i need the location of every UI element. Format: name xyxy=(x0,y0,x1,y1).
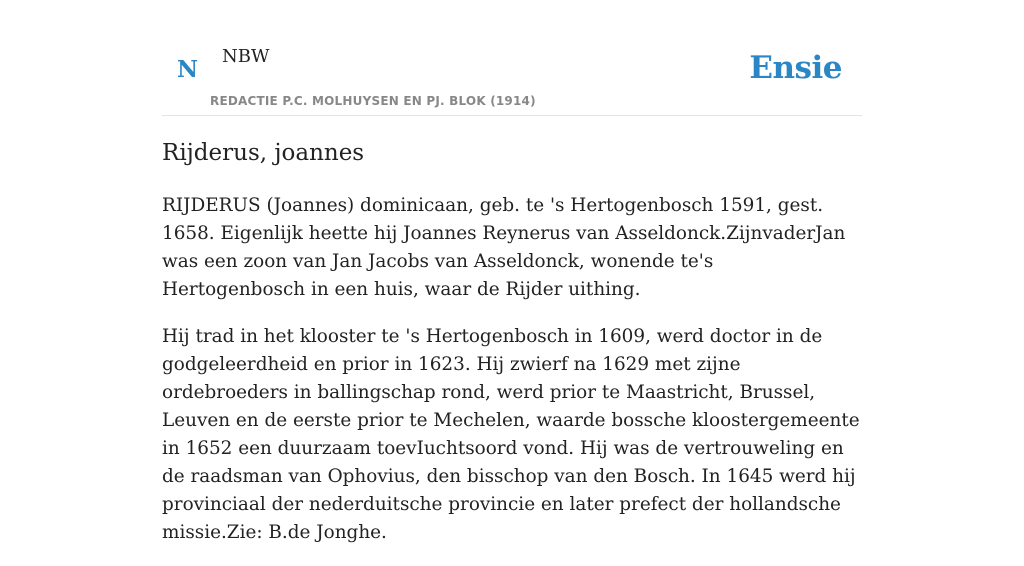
article-body xyxy=(162,192,862,566)
source-logo[interactable]: N xyxy=(177,56,199,83)
article-paragraph: RIJDERUS (Joannes) dominicaan, geb. te 's Hertogenbosch 1591, gest. 1658. Eigenlijk heette hij Joannes Reynerus van Asseldonck.ZijnvaderJan was een zoon van Jan Jacobs van Asseldonck, wonende te's Hertogenbosch in een huis, waar de Rijder uithing. xyxy=(162,195,846,300)
ensie-logo[interactable]: Ensie xyxy=(749,50,842,86)
source-name[interactable]: NBW xyxy=(222,46,270,67)
article-paragraph: Hij trad in het klooster te 's Hertogenbosch in 1609, werd doctor in de godgeleerdheid en prior in 1623. Hij zwierf na 1629 met zijne ordebroeders in ballingschap rond, werd prior te Maastricht, Brussel, Leuven en de eerste prior te Mechelen, waarde bossche kloostergemeente in 1652 een duurzaam toevIuchtsoord vond. Hij was de vertrouweling en de raadsman van Ophovius, den bisschop van den Bosch. In 1645 werd hij provinciaal der nederduitsche provincie en later prefect der hollandsche missie.Zie: B.de Jonghe. xyxy=(162,326,860,543)
header xyxy=(162,0,862,116)
article-title: Rijderus, joannes xyxy=(162,140,365,166)
source-subtitle: REDACTIE P.C. MOLHUYSEN EN PJ. BLOK (1914) xyxy=(210,94,536,108)
page xyxy=(162,0,862,543)
